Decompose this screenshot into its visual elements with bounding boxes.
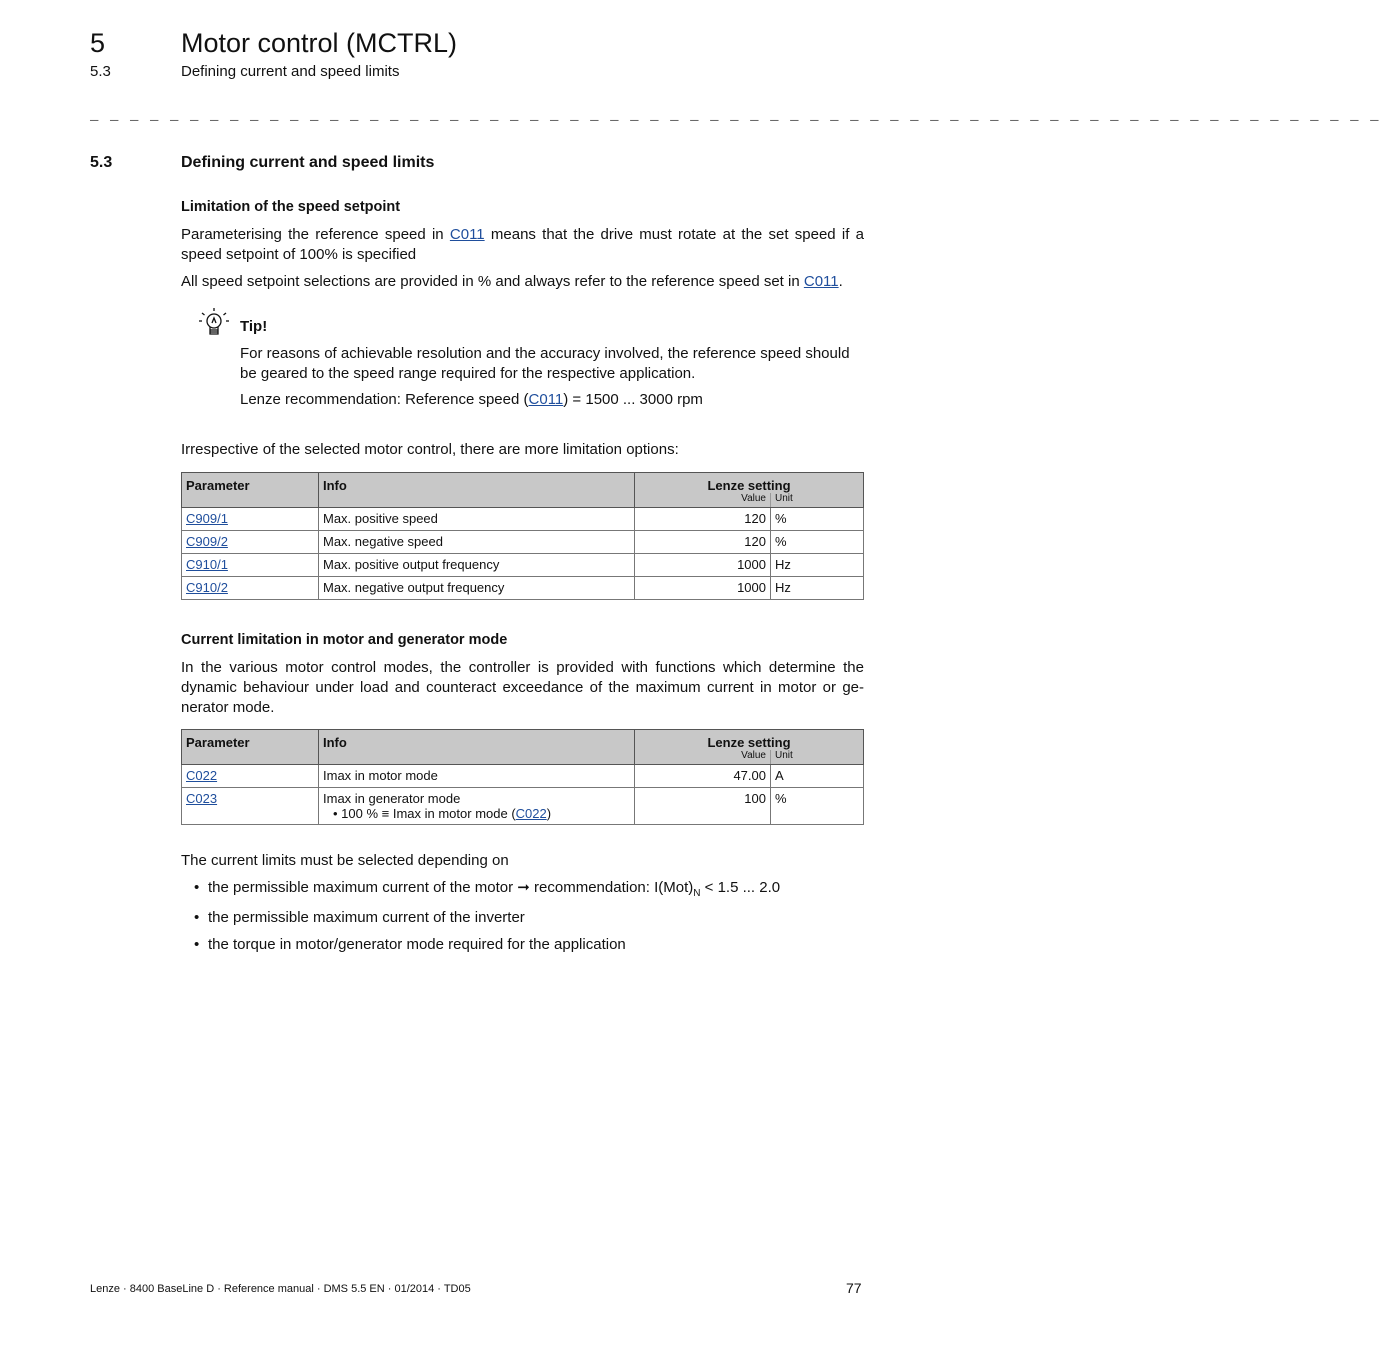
info-main: Imax in generator mode (323, 791, 461, 806)
link-c910-1[interactable]: C910/1 (186, 557, 228, 572)
table-cell-info: Max. positive speed (319, 508, 635, 531)
table-cell-info (319, 788, 635, 825)
column-header-parameter: Parameter (182, 473, 319, 508)
link-c909-2[interactable]: C909/2 (186, 534, 228, 549)
speed-limits-table (181, 472, 864, 600)
text: < 1.5 ... 2.0 (700, 879, 781, 896)
column-header-info: Info (319, 473, 635, 508)
footer-text: Lenze · 8400 BaseLine D · Reference manual · DMS 5.5 EN · 01/2014 · TD05 (90, 1283, 471, 1295)
column-header-parameter: Parameter (182, 730, 319, 765)
column-header-info: Info (319, 730, 635, 765)
page-number: 77 (846, 1280, 862, 1296)
text: • 100 % ≡ Imax in motor mode ( (333, 806, 516, 821)
table-cell-value: 100 (635, 788, 771, 825)
text: Lenze recommendation: Reference speed ( (240, 391, 529, 408)
column-header-value: Value (635, 493, 771, 508)
table-cell-info: Max. positive output frequency (319, 554, 635, 577)
text: the permissible maximum current of the motor (208, 879, 518, 896)
table-row (182, 554, 864, 577)
limitation-intro: Irrespective of the selected motor control, there are more limitation options: (181, 441, 679, 458)
table-cell-value: 120 (635, 508, 771, 531)
lightbulb-icon (196, 306, 232, 342)
section-title: Defining current and speed limits (181, 154, 435, 171)
link-c011[interactable]: C011 (528, 391, 564, 408)
info-sub (323, 806, 630, 821)
table-cell-value: 1000 (635, 577, 771, 600)
link-c909-1[interactable]: C909/1 (186, 511, 228, 526)
tip-label: Tip! (240, 318, 268, 335)
column-header-lenze-setting: Lenze setting (635, 473, 864, 494)
table-cell-value: 47.00 (635, 765, 771, 788)
speed-setpoint-heading: Limitation of the speed setpoint (181, 199, 401, 215)
table-cell-unit: % (771, 788, 864, 825)
column-header-unit: Unit (771, 493, 864, 508)
table-cell-unit: Hz (771, 554, 864, 577)
link-c910-2[interactable]: C910/2 (186, 580, 228, 595)
chapter-number: 5 (90, 28, 106, 58)
tip-paragraph-2 (240, 390, 864, 410)
bullet: • (194, 909, 200, 926)
text: recommendation: I(Mot) (529, 879, 694, 896)
current-limitation-heading: Current limitation in motor and generator mode (181, 632, 508, 648)
current-limits-table (181, 729, 864, 825)
link-c011[interactable]: C011 (449, 226, 485, 243)
table-cell-unit: % (771, 531, 864, 554)
column-header-value: Value (635, 750, 771, 765)
section-number: 5.3 (90, 154, 113, 171)
link-c023[interactable]: C023 (186, 791, 218, 806)
table-cell-unit: A (771, 765, 864, 788)
list-item (194, 936, 626, 953)
subchapter-title: Defining current and speed limits (181, 63, 400, 80)
list-item (194, 878, 780, 899)
text: All speed setpoint selections are provided in % and always refer to the reference speed set in (181, 273, 804, 290)
text: Parameterising the reference speed in (181, 226, 450, 243)
limits-intro: The current limits must be selected depending on (181, 852, 509, 869)
table-row (182, 508, 864, 531)
link-c022[interactable]: C022 (515, 806, 547, 821)
subchapter-number: 5.3 (90, 63, 111, 80)
table-row (182, 531, 864, 554)
text: . (838, 273, 843, 290)
table-row (182, 577, 864, 600)
table-cell-info: Max. negative speed (319, 531, 635, 554)
text: the torque in motor/generator mode required for the application (208, 936, 626, 953)
bullet: • (194, 879, 200, 896)
bullet: • (194, 936, 200, 953)
column-header-lenze-setting: Lenze setting (635, 730, 864, 751)
table-row (182, 788, 864, 825)
table-cell-unit: % (771, 508, 864, 531)
table-cell-info: Max. negative output frequency (319, 577, 635, 600)
subscript: N (693, 888, 701, 899)
link-c022[interactable]: C022 (186, 768, 218, 783)
list-item (194, 909, 525, 926)
current-limitation-paragraph: In the various motor control modes, the controller is provided with functions which determine the dynamic behaviour under load and counteract exceedance of the maximum current in motor or ge-nerator mode. (181, 659, 864, 716)
link-c011[interactable]: C011 (803, 273, 839, 290)
table-cell-value: 120 (635, 531, 771, 554)
text: ) (546, 806, 552, 821)
text: means that the drive must rotate at the set speed if a speed setpoint of 100% is specified (181, 226, 864, 263)
table-row (182, 765, 864, 788)
table-cell-value: 1000 (635, 554, 771, 577)
arrow-icon: ➞ (517, 879, 530, 896)
header-separator: _ _ _ _ _ _ _ _ _ _ _ _ _ _ _ _ _ _ _ _ _ _ _ _ _ _ _ _ _ _ _ _ _ _ _ _ _ _ _ _ _ _ _ _ _ _ _ _ _ _ _ _ _ _ _ _ _ _ _ _ _ _ _ _ _ (90, 108, 1380, 124)
speed-setpoint-paragraph-2 (181, 272, 864, 292)
speed-setpoint-paragraph-1 (181, 225, 864, 265)
text: ) = 1500 ... 3000 rpm (563, 391, 703, 408)
text: the permissible maximum current of the inverter (208, 909, 525, 926)
chapter-title: Motor control (MCTRL) (181, 28, 458, 58)
tip-paragraph-1: For reasons of achievable resolution and the accuracy involved, the reference speed should be geared to the speed range required for the respective application. (240, 345, 850, 382)
column-header-unit: Unit (771, 750, 864, 765)
table-cell-unit: Hz (771, 577, 864, 600)
table-cell-info: Imax in motor mode (319, 765, 635, 788)
